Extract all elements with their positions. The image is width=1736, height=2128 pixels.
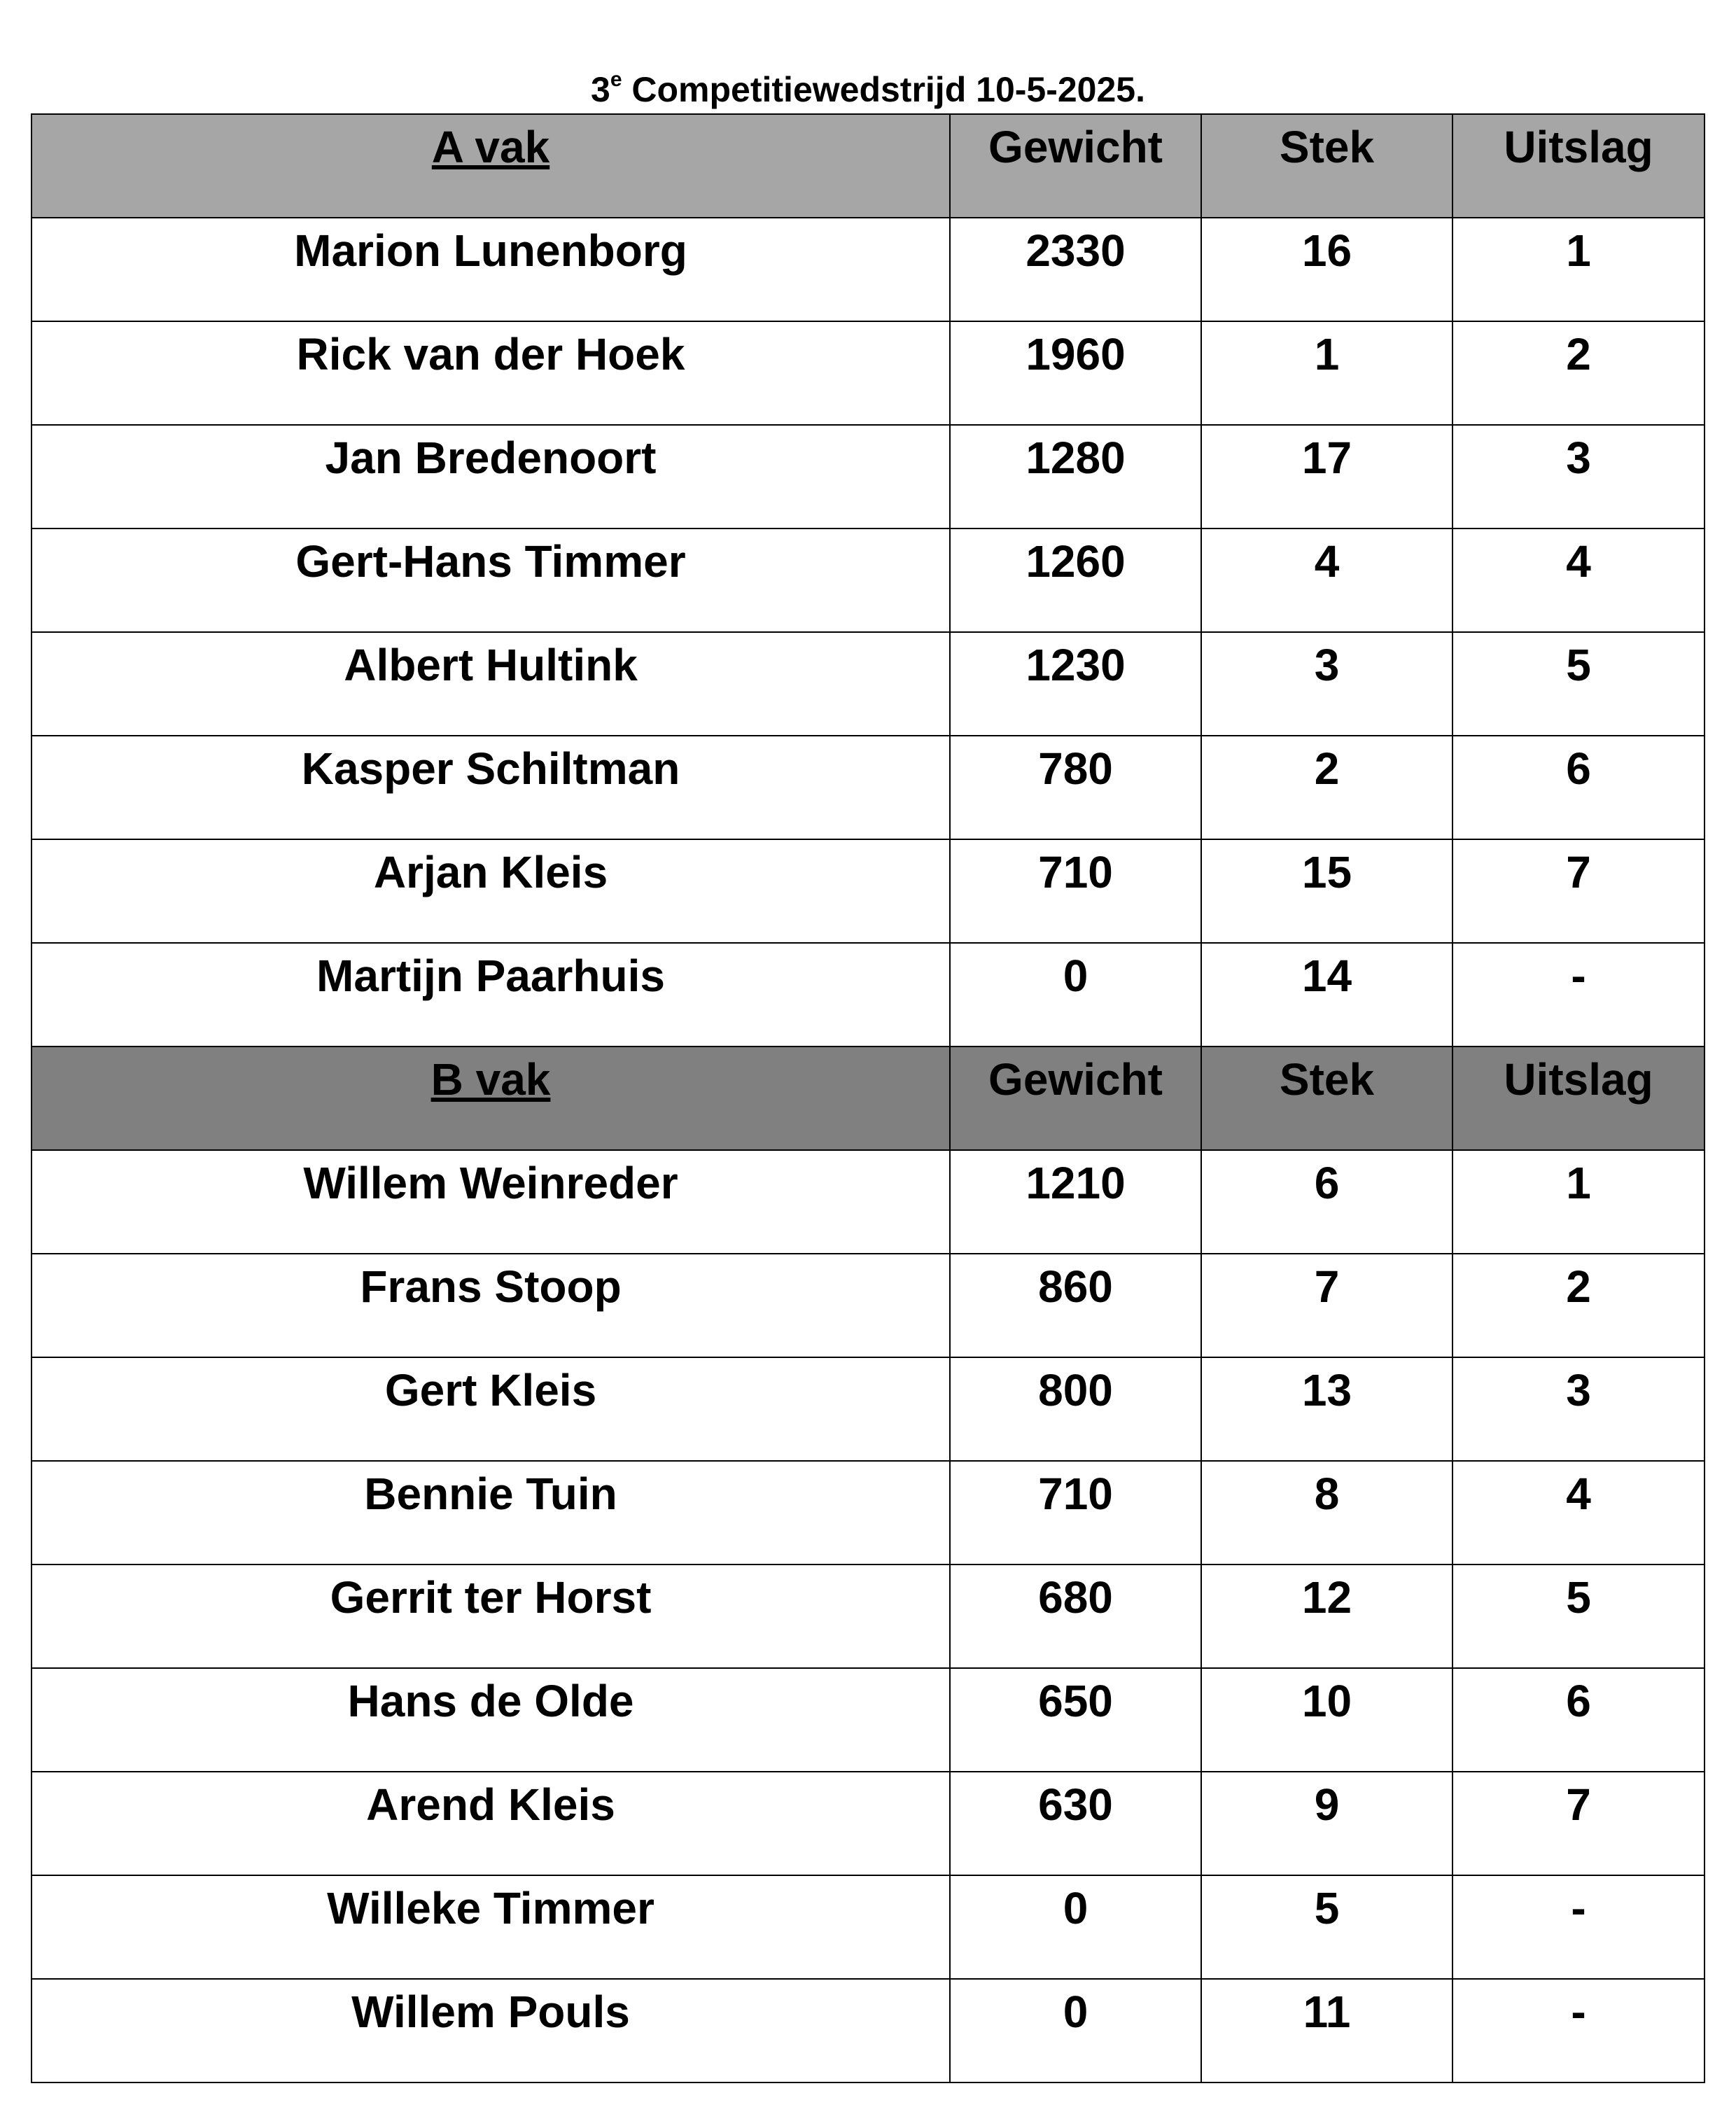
peg-cell	[1201, 632, 1452, 736]
weight-cell	[950, 1668, 1201, 1772]
weight-value: 1960	[1026, 329, 1126, 379]
table-row	[31, 1461, 1704, 1564]
peg-cell	[1201, 1357, 1452, 1461]
weight-value: 860	[1038, 1261, 1113, 1312]
name-cell	[31, 528, 950, 632]
result-cell	[1452, 425, 1704, 528]
result-value: -	[1571, 1883, 1586, 1933]
participant-name: Jan Bredenoort	[325, 433, 657, 483]
table-row	[31, 1150, 1704, 1254]
name-cell	[31, 1979, 950, 2082]
peg-value: 4	[1314, 536, 1340, 587]
weight-cell	[950, 1979, 1201, 2082]
peg-value: 14	[1301, 951, 1352, 1001]
table-row	[31, 321, 1704, 425]
name-cell	[31, 736, 950, 839]
peg-value: 2	[1314, 743, 1340, 794]
result-header: Uitslag	[1504, 1054, 1653, 1105]
table-row	[31, 425, 1704, 528]
participant-name: Willem Pouls	[351, 1987, 630, 2037]
peg-value: 5	[1314, 1883, 1340, 1933]
weight-value: 650	[1038, 1676, 1113, 1726]
participant-name: Frans Stoop	[360, 1261, 622, 1312]
table-row	[31, 1875, 1704, 1979]
weight-value: 0	[1063, 1883, 1088, 1933]
name-cell	[31, 321, 950, 425]
table-row	[31, 632, 1704, 736]
name-cell	[31, 425, 950, 528]
weight-cell	[950, 839, 1201, 943]
name-cell	[31, 1875, 950, 1979]
result-cell	[1452, 736, 1704, 839]
result-cell	[1452, 1150, 1704, 1254]
weight-cell	[950, 736, 1201, 839]
weight-cell	[950, 1461, 1201, 1564]
table-row	[31, 1254, 1704, 1357]
weight-value: 0	[1063, 1987, 1088, 2037]
peg-cell	[1201, 1150, 1452, 1254]
weight-cell	[950, 1254, 1201, 1357]
weight-header: Gewicht	[988, 122, 1163, 172]
table-row	[31, 528, 1704, 632]
peg-header-cell	[1201, 1046, 1452, 1150]
peg-cell	[1201, 1875, 1452, 1979]
name-cell	[31, 1564, 950, 1668]
peg-cell	[1201, 736, 1452, 839]
participant-name: Martijn Paarhuis	[316, 951, 665, 1001]
weight-cell	[950, 1150, 1201, 1254]
peg-value: 17	[1301, 433, 1352, 483]
weight-header-cell	[950, 114, 1201, 218]
peg-header-cell	[1201, 114, 1452, 218]
participant-name: Arjan Kleis	[373, 847, 608, 897]
peg-cell	[1201, 528, 1452, 632]
weight-value: 2330	[1026, 225, 1126, 276]
result-value: 5	[1566, 640, 1591, 690]
peg-value: 11	[1303, 1987, 1351, 2037]
result-cell	[1452, 1875, 1704, 1979]
peg-cell	[1201, 1254, 1452, 1357]
result-value: 3	[1566, 1365, 1591, 1415]
result-value: 5	[1566, 1572, 1591, 1623]
participant-name: Gerrit ter Horst	[330, 1572, 652, 1623]
table-row	[31, 839, 1704, 943]
peg-cell	[1201, 1461, 1452, 1564]
weight-header-cell	[950, 1046, 1201, 1150]
weight-value: 1210	[1026, 1158, 1126, 1208]
result-cell	[1452, 1254, 1704, 1357]
weight-value: 0	[1063, 951, 1088, 1001]
table-row	[31, 1979, 1704, 2082]
result-value: 6	[1566, 1676, 1591, 1726]
weight-cell	[950, 1564, 1201, 1668]
weight-value: 710	[1038, 847, 1113, 897]
participant-name: Gert Kleis	[384, 1365, 597, 1415]
section-b-label: B vak	[430, 1054, 551, 1105]
peg-value: 7	[1314, 1261, 1340, 1312]
result-value: 6	[1566, 743, 1591, 794]
name-cell	[31, 1461, 950, 1564]
result-cell	[1452, 632, 1704, 736]
weight-header: Gewicht	[988, 1054, 1163, 1105]
participant-name: Bennie Tuin	[364, 1469, 617, 1519]
weight-value: 1230	[1026, 640, 1126, 690]
name-cell	[31, 943, 950, 1046]
table-row	[31, 1357, 1704, 1461]
name-cell	[31, 839, 950, 943]
title-superscript: e	[610, 68, 622, 91]
result-cell	[1452, 1979, 1704, 2082]
peg-cell	[1201, 425, 1452, 528]
weight-cell	[950, 1357, 1201, 1461]
result-cell	[1452, 839, 1704, 943]
peg-cell	[1201, 1772, 1452, 1875]
participant-name: Hans de Olde	[347, 1676, 634, 1726]
weight-value: 710	[1038, 1469, 1113, 1519]
peg-cell	[1201, 839, 1452, 943]
document-title	[0, 67, 1736, 112]
participant-name: Marion Lunenborg	[294, 225, 687, 276]
weight-value: 1280	[1026, 433, 1126, 483]
weight-cell	[950, 1875, 1201, 1979]
section-b-header-row	[31, 1046, 1704, 1150]
title-number: 3	[591, 70, 610, 109]
result-value: -	[1571, 951, 1586, 1001]
weight-value: 1260	[1026, 536, 1126, 587]
table-row	[31, 218, 1704, 321]
name-cell	[31, 1668, 950, 1772]
table-row	[31, 943, 1704, 1046]
result-cell	[1452, 1772, 1704, 1875]
weight-value: 780	[1038, 743, 1113, 794]
name-cell	[31, 1254, 950, 1357]
peg-value: 15	[1301, 847, 1352, 897]
name-cell	[31, 1150, 950, 1254]
result-cell	[1452, 943, 1704, 1046]
weight-value: 630	[1038, 1779, 1113, 1830]
result-value: 2	[1566, 1261, 1591, 1312]
peg-cell	[1201, 1564, 1452, 1668]
weight-value: 800	[1038, 1365, 1113, 1415]
result-header-cell	[1452, 1046, 1704, 1150]
participant-name: Willem Weinreder	[303, 1158, 678, 1208]
weight-cell	[950, 218, 1201, 321]
peg-value: 13	[1301, 1365, 1352, 1415]
peg-header: Stek	[1279, 1054, 1375, 1105]
name-cell	[31, 632, 950, 736]
weight-cell	[950, 321, 1201, 425]
peg-value: 12	[1301, 1572, 1352, 1623]
result-value: 3	[1566, 433, 1591, 483]
result-cell	[1452, 1461, 1704, 1564]
section-b-label-cell	[31, 1046, 950, 1150]
weight-cell	[950, 425, 1201, 528]
peg-value: 16	[1301, 225, 1352, 276]
peg-cell	[1201, 321, 1452, 425]
result-value: 7	[1566, 1779, 1591, 1830]
peg-cell	[1201, 1979, 1452, 2082]
peg-value: 1	[1314, 329, 1340, 379]
weight-cell	[950, 943, 1201, 1046]
peg-value: 6	[1314, 1158, 1340, 1208]
weight-cell	[950, 1772, 1201, 1875]
result-value: 1	[1566, 225, 1591, 276]
peg-value: 8	[1314, 1469, 1340, 1519]
result-cell	[1452, 218, 1704, 321]
peg-value: 10	[1301, 1676, 1352, 1726]
result-cell	[1452, 1668, 1704, 1772]
participant-name: Rick van der Hoek	[296, 329, 685, 379]
participant-name: Willeke Timmer	[327, 1883, 654, 1933]
result-value: -	[1571, 1987, 1586, 2037]
name-cell	[31, 1357, 950, 1461]
table-row	[31, 1668, 1704, 1772]
peg-cell	[1201, 1668, 1452, 1772]
result-cell	[1452, 321, 1704, 425]
peg-cell	[1201, 943, 1452, 1046]
section-a-header-row	[31, 114, 1704, 218]
result-cell	[1452, 1357, 1704, 1461]
results-table	[31, 113, 1705, 2083]
result-value: 7	[1566, 847, 1591, 897]
table-row	[31, 1564, 1704, 1668]
title-text: Competitiewedstrijd 10-5-2025.	[622, 70, 1145, 109]
table-row	[31, 736, 1704, 839]
result-cell	[1452, 1564, 1704, 1668]
result-value: 4	[1566, 1469, 1591, 1519]
weight-value: 680	[1038, 1572, 1113, 1623]
result-header: Uitslag	[1504, 122, 1653, 172]
result-header-cell	[1452, 114, 1704, 218]
peg-value: 3	[1314, 640, 1340, 690]
section-a-label-cell	[31, 114, 950, 218]
result-cell	[1452, 528, 1704, 632]
participant-name: Arend Kleis	[366, 1779, 615, 1830]
peg-header: Stek	[1279, 122, 1375, 172]
peg-cell	[1201, 218, 1452, 321]
peg-value: 9	[1314, 1779, 1340, 1830]
result-value: 2	[1566, 329, 1591, 379]
participant-name: Albert Hultink	[344, 640, 638, 690]
name-cell	[31, 218, 950, 321]
table-row	[31, 1772, 1704, 1875]
result-value: 1	[1566, 1158, 1591, 1208]
participant-name: Kasper Schiltman	[301, 743, 680, 794]
name-cell	[31, 1772, 950, 1875]
weight-cell	[950, 528, 1201, 632]
participant-name: Gert-Hans Timmer	[295, 536, 686, 587]
weight-cell	[950, 632, 1201, 736]
section-a-label: A vak	[431, 122, 550, 172]
result-value: 4	[1566, 536, 1591, 587]
